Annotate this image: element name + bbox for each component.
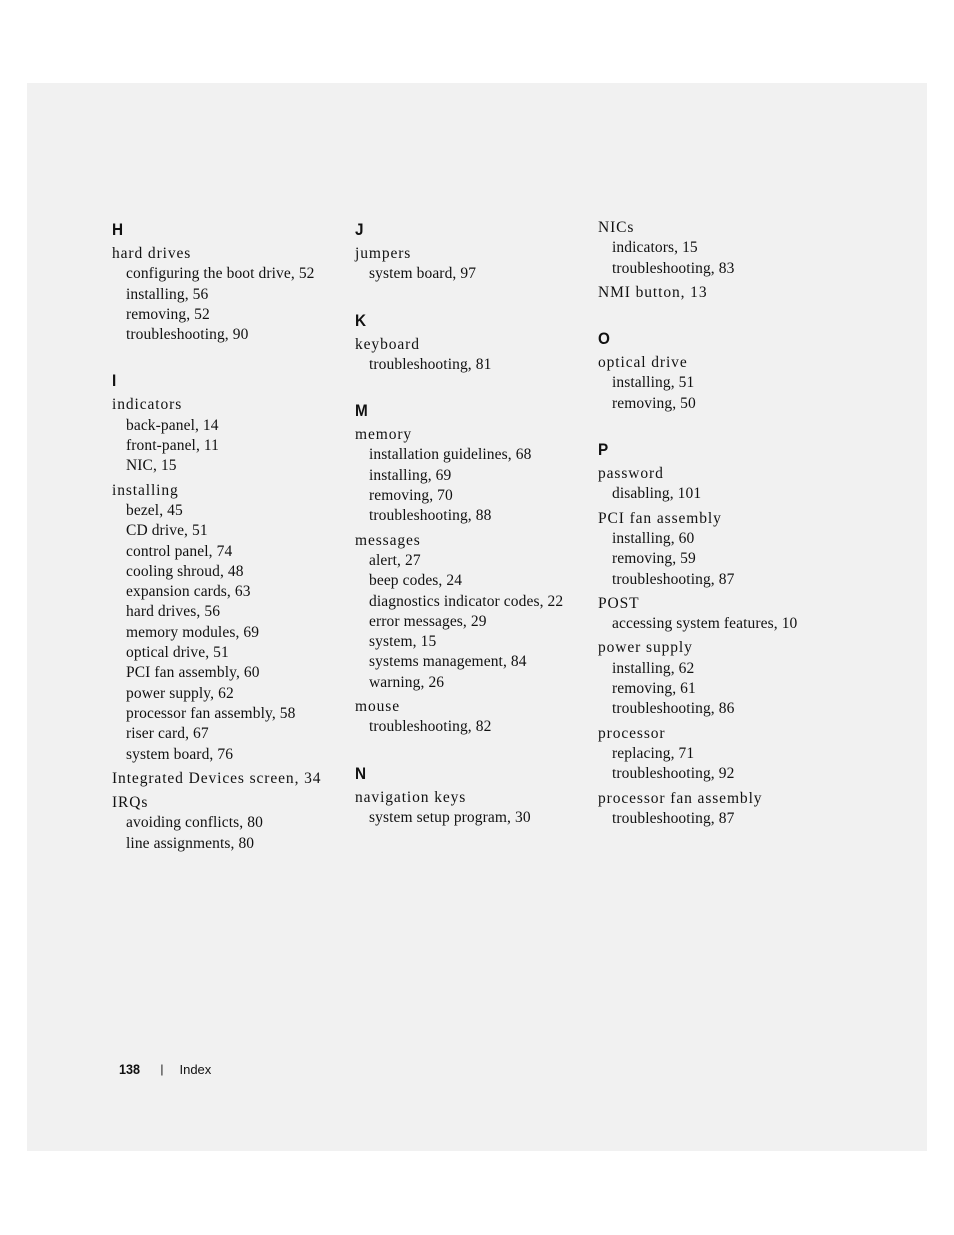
index-section [355, 762, 590, 829]
index-subentry: expansion cards, 63 [126, 583, 251, 601]
index-subentry: removing, 52 [126, 305, 210, 323]
footer-separator: | [160, 1062, 164, 1076]
index-column-1 [112, 218, 347, 878]
index-subentry: front-panel, 11 [126, 437, 220, 455]
index-section [598, 218, 833, 303]
index-term: hard drives [112, 245, 192, 262]
index-section [112, 218, 347, 345]
index-subentry: riser card, 67 [126, 725, 209, 743]
index-subentry: beep codes, 24 [369, 572, 463, 590]
index-section [112, 369, 347, 854]
index-entry [598, 724, 833, 785]
index-entry [598, 353, 833, 414]
index-term: password [598, 465, 664, 483]
index-subentry: installing, 62 [612, 659, 695, 677]
index-column-2 [355, 218, 590, 852]
index-entry [598, 464, 833, 505]
index-subentry: optical drive, 51 [126, 644, 229, 662]
index-subentry: line assignments, 80 [126, 834, 255, 852]
section-letter: O [598, 329, 610, 349]
index-subentry: avoiding conflicts, 80 [126, 814, 263, 832]
index-subentry: system setup program, 30 [369, 808, 531, 826]
index-entry [112, 395, 347, 476]
index-subentry: removing, 50 [612, 394, 696, 412]
index-subentry: hard drives, 56 [126, 603, 221, 621]
index-subentry: power supply, 62 [126, 684, 234, 702]
index-term: Integrated Devices screen, 34 [112, 769, 322, 787]
index-subentry: replacing, 71 [612, 744, 695, 762]
index-subentry: CD drive, 51 [126, 522, 208, 540]
index-term: optical drive [598, 354, 688, 372]
index-term: PCI fan assembly [598, 509, 722, 527]
section-letter: H [112, 220, 124, 239]
page-footer [119, 1061, 211, 1077]
index-term: processor fan assembly [598, 789, 763, 807]
index-term: installing [112, 481, 179, 499]
index-term: jumpers [355, 245, 412, 262]
index-column-3 [598, 218, 833, 853]
index-subentry: disabling, 101 [612, 485, 702, 503]
index-subentry: control panel, 74 [126, 542, 233, 560]
index-term: indicators [112, 396, 183, 414]
index-section [355, 309, 590, 376]
index-subentry: warning, 26 [369, 673, 445, 691]
index-subentry: troubleshooting, 82 [369, 718, 492, 736]
index-term: power supply [598, 639, 693, 657]
index-term: IRQs [112, 794, 149, 812]
index-term: keyboard [355, 335, 420, 353]
index-section [598, 438, 833, 829]
index-subentry: troubleshooting, 86 [612, 700, 735, 718]
index-subentry: bezel, 45 [126, 501, 183, 519]
index-subentry: troubleshooting, 87 [612, 570, 735, 588]
index-subentry: back-panel, 14 [126, 416, 219, 434]
index-subentry: systems management, 84 [369, 653, 527, 671]
index-subentry: troubleshooting, 88 [369, 507, 492, 525]
index-entry [355, 531, 590, 693]
section-letter: N [355, 763, 367, 783]
index-entry [598, 638, 833, 719]
index-subentry: error messages, 29 [369, 612, 487, 630]
index-section [355, 399, 590, 737]
index-subentry: installing, 51 [612, 374, 695, 392]
index-subentry: system board, 76 [126, 745, 234, 763]
index-entry [598, 594, 833, 635]
section-letter: I [112, 371, 117, 391]
index-entry [355, 335, 590, 376]
index-entry [598, 789, 833, 830]
index-entry [598, 218, 833, 279]
index-term: mouse [355, 698, 400, 716]
index-subentry: processor fan assembly, 58 [126, 704, 296, 722]
index-term: NICs [598, 219, 635, 236]
index-subentry: troubleshooting, 83 [612, 259, 735, 277]
index-entry [598, 509, 833, 590]
index-subentry: installing, 60 [612, 529, 695, 547]
index-term: POST [598, 594, 640, 612]
section-letter: J [355, 220, 364, 239]
index-page [27, 83, 927, 1151]
index-subentry: troubleshooting, 81 [369, 355, 492, 373]
index-subentry: cooling shroud, 48 [126, 562, 244, 580]
index-entry [112, 244, 347, 345]
index-entry [112, 769, 347, 789]
index-subentry: removing, 70 [369, 487, 453, 505]
index-subentry: installing, 69 [369, 466, 452, 484]
index-subentry: PCI fan assembly, 60 [126, 664, 260, 682]
index-entry [355, 244, 590, 285]
index-term: processor [598, 724, 666, 742]
index-entry [598, 283, 833, 303]
index-subentry: installing, 56 [126, 285, 209, 303]
section-letter: M [355, 401, 368, 421]
index-term: NMI button, 13 [598, 283, 708, 301]
section-letter: P [598, 440, 609, 460]
index-subentry: memory modules, 69 [126, 623, 260, 641]
index-subentry: alert, 27 [369, 551, 421, 569]
index-subentry: removing, 61 [612, 680, 696, 698]
index-subentry: NIC, 15 [126, 457, 177, 475]
index-entry [112, 793, 347, 854]
index-subentry: accessing system features, 10 [612, 615, 798, 633]
index-subentry: troubleshooting, 92 [612, 765, 735, 783]
index-subentry: configuring the boot drive, 52 [126, 265, 315, 283]
index-subentry: system board, 97 [369, 265, 477, 283]
index-entry [355, 788, 590, 829]
index-subentry: system, 15 [369, 633, 437, 651]
index-term: memory [355, 426, 413, 444]
index-entry [355, 697, 590, 738]
section-letter: K [355, 310, 367, 330]
index-term: messages [355, 531, 421, 549]
page-number: 138 [119, 1061, 141, 1077]
index-term: navigation keys [355, 788, 467, 806]
footer-section-title: Index [179, 1061, 212, 1077]
index-subentry: installation guidelines, 68 [369, 446, 532, 464]
index-subentry: troubleshooting, 90 [126, 326, 249, 344]
index-subentry: diagnostics indicator codes, 22 [369, 592, 564, 610]
index-section [355, 218, 590, 285]
index-subentry: removing, 59 [612, 550, 696, 568]
index-section [598, 327, 833, 414]
index-entry [112, 481, 347, 765]
index-subentry: troubleshooting, 87 [612, 809, 735, 827]
index-subentry: indicators, 15 [612, 239, 698, 257]
index-entry [355, 425, 590, 526]
